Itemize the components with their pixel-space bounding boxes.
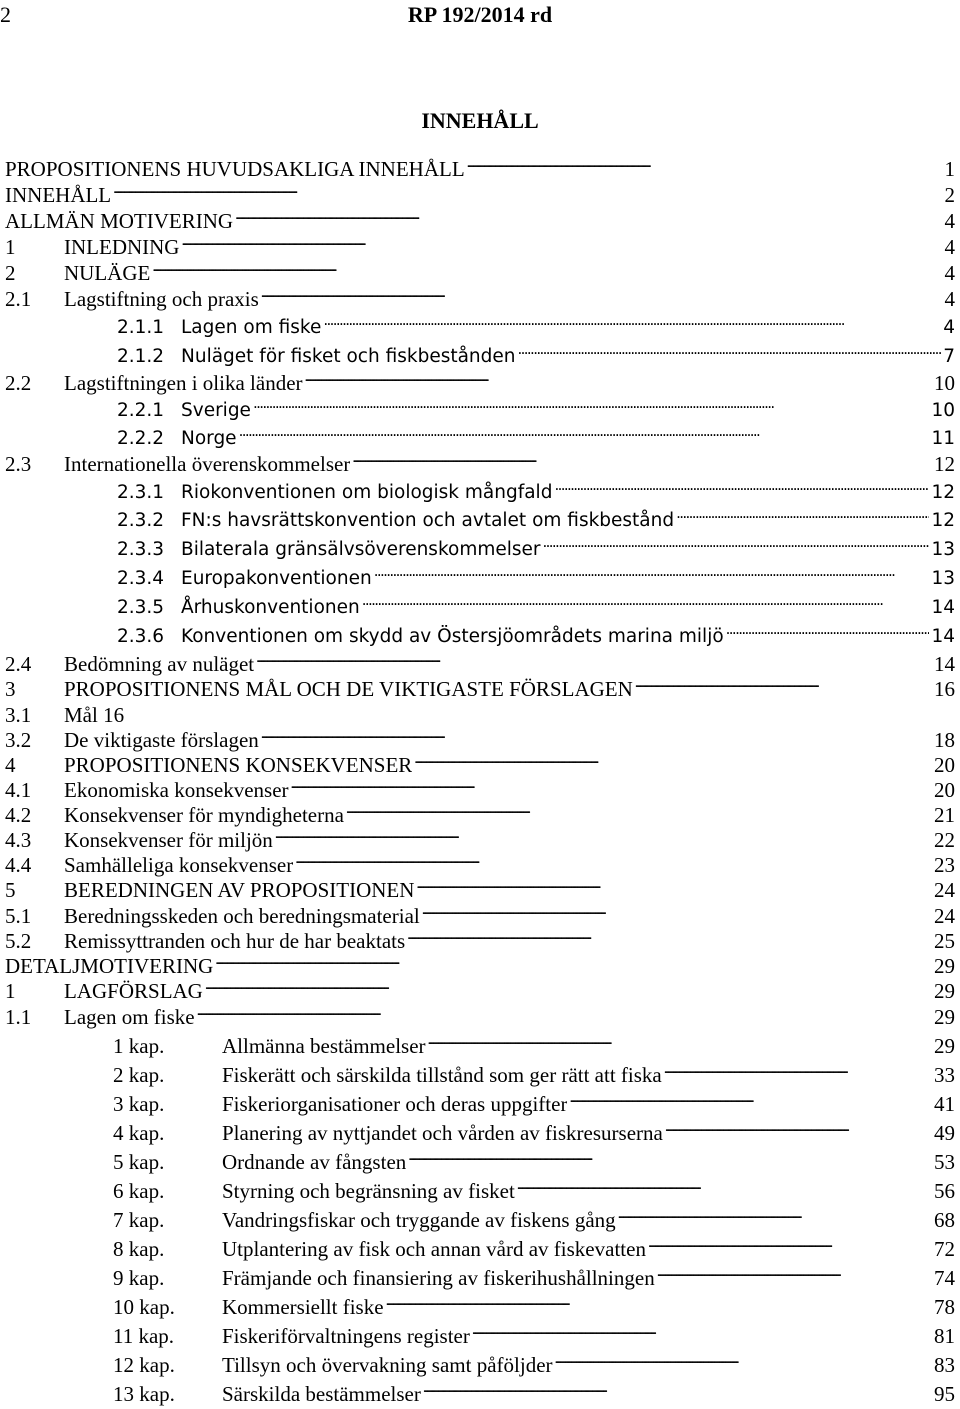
toc-entry[interactable] [5, 1004, 955, 1030]
toc-entry-page: 12 [931, 510, 955, 531]
toc-entry-page: 78 [934, 1295, 955, 1319]
toc-entry-number: 4.2 [5, 803, 32, 827]
toc-entry-title: Beredningsskeden och beredningsmaterial [64, 904, 420, 928]
toc-dot-leader [423, 1381, 932, 1401]
toc-entry-page: 14 [934, 652, 955, 676]
toc-dot-leader [635, 676, 932, 696]
toc-entry[interactable] [5, 1178, 955, 1204]
toc-entry[interactable] [5, 777, 955, 803]
toc-entry-number: 2.1.2 [117, 346, 165, 367]
toc-dot-leader [555, 1352, 932, 1372]
toc-entry-number: 4.1 [5, 778, 32, 802]
toc-dot-leader [648, 1236, 932, 1256]
toc-dot-leader [517, 1178, 932, 1198]
toc-dot-leader [554, 478, 929, 498]
toc-entry-number: 4 [5, 753, 16, 777]
toc-entry-title: Remissyttranden och hur de har beaktats [64, 929, 406, 953]
toc-entry-title: Internationella överenskommelser [64, 452, 351, 476]
toc-entry-title: INLEDNING [64, 235, 180, 259]
toc-entry[interactable] [5, 1033, 955, 1059]
toc-entry[interactable] [5, 451, 955, 477]
toc-entry[interactable] [5, 370, 955, 396]
toc-entry[interactable] [5, 953, 955, 979]
toc-entry-page: 11 [931, 428, 955, 449]
page-number: 2 [0, 2, 11, 27]
toc-entry-title: Konsekvenser för miljön [64, 828, 273, 852]
toc-entry-number: 6 kap. [113, 1179, 165, 1203]
toc-entry-page: 12 [934, 452, 955, 476]
toc-entry-page: 29 [934, 979, 955, 1003]
toc-entry[interactable] [5, 1062, 955, 1088]
toc-entry-page: 2 [944, 183, 955, 207]
toc-dot-leader [239, 424, 930, 444]
toc-entry[interactable] [5, 1149, 955, 1175]
toc-entry-number: 2 [5, 261, 16, 285]
toc-entry-page: 29 [934, 1034, 955, 1058]
toc-entry-number: 2 kap. [113, 1063, 165, 1087]
toc-entry-title: Fiskeriorganisationer och deras uppgifter [222, 1092, 568, 1116]
toc-entry-title: BEREDNINGEN AV PROPOSITIONEN [64, 878, 415, 902]
toc-entry[interactable] [5, 396, 955, 422]
toc-entry-title: De viktigaste förslagen [64, 728, 259, 752]
toc-dot-leader [414, 752, 932, 772]
toc-entry-page: 68 [934, 1208, 955, 1232]
toc-entry-title: Norge [181, 428, 237, 449]
toc-entry[interactable] [5, 702, 955, 728]
toc-dot-leader [428, 1033, 932, 1053]
toc-entry[interactable] [5, 852, 955, 878]
toc-entry-number: 3 [5, 677, 16, 701]
toc-dot-leader [726, 622, 930, 642]
toc-entry-number: 3.2 [5, 728, 32, 752]
toc-entry[interactable] [5, 1207, 955, 1233]
toc-dot-leader [113, 182, 942, 202]
toc-entry-title: Utplantering av fisk och annan vård av fiskevatten [222, 1237, 646, 1261]
toc-entry-number: 2.4 [5, 652, 32, 676]
toc-entry-page: 41 [934, 1092, 955, 1116]
toc-dot-leader [346, 802, 932, 822]
toc-entry-page: 12 [931, 482, 955, 503]
toc-entry[interactable] [5, 424, 955, 450]
toc-dot-leader [407, 928, 932, 948]
toc-entry-number: 5 [5, 878, 16, 902]
toc-entry-page: 24 [934, 904, 955, 928]
toc-entry-page: 14 [931, 597, 955, 618]
toc-entry-page: 24 [934, 878, 955, 902]
toc-entry-page: 56 [934, 1179, 955, 1203]
toc-entry-title: NULÄGE [64, 261, 151, 285]
toc-entry-title: Kommersiellt fiske [222, 1295, 384, 1319]
toc-entry[interactable] [5, 286, 955, 312]
toc-dot-leader [408, 1149, 932, 1169]
toc-dot-leader [386, 1294, 932, 1314]
toc-entry-page: 25 [934, 929, 955, 953]
toc-entry[interactable] [5, 593, 955, 619]
toc-entry[interactable] [5, 651, 955, 677]
toc-entry-page: 4 [944, 287, 955, 311]
toc-entry[interactable] [5, 156, 955, 182]
toc-dot-leader [362, 593, 930, 613]
toc-entry-page: 18 [934, 728, 955, 752]
toc-entry-title: DETALJMOTIVERING [5, 954, 214, 978]
toc-dot-leader [253, 396, 930, 416]
toc-entry-page: 95 [934, 1382, 955, 1406]
toc-dot-leader [256, 651, 932, 671]
toc-entry-title: Århuskonventionen [181, 597, 360, 618]
toc-entry-page: 20 [934, 753, 955, 777]
toc-entry-number: 10 kap. [113, 1295, 175, 1319]
toc-entry-title: Planering av nyttjandet och vården av fiskresurserna [222, 1121, 663, 1145]
toc-dot-leader [467, 156, 943, 176]
toc-entry-title: Ekonomiska konsekvenser [64, 778, 289, 802]
toc-entry[interactable] [5, 313, 955, 339]
toc-dot-leader [152, 260, 942, 280]
toc-entry[interactable] [5, 260, 955, 286]
toc-entry[interactable] [5, 676, 955, 702]
toc-entry-page: 16 [934, 677, 955, 701]
toc-entry[interactable] [5, 727, 955, 753]
toc-entry-page: 53 [934, 1150, 955, 1174]
toc-entry[interactable] [5, 1265, 955, 1291]
toc-entry[interactable] [5, 752, 955, 778]
toc-entry-page: 13 [931, 568, 955, 589]
toc-entry-page: 74 [934, 1266, 955, 1290]
toc-entry[interactable] [5, 1294, 955, 1320]
toc-entry-number: 1 kap. [113, 1034, 165, 1058]
toc-entry-page: 33 [934, 1063, 955, 1087]
toc-entry-number: 2.3.5 [117, 597, 165, 618]
toc-entry-title: Lagstiftning och praxis [64, 287, 259, 311]
toc-heading: INNEHÅLL [421, 108, 539, 133]
toc-dot-leader [422, 903, 932, 923]
toc-entry-title: PROPOSITIONENS HUVUDSAKLIGA INNEHÅLL [5, 157, 465, 181]
toc-entry-title: Ordnande av fångsten [222, 1150, 407, 1174]
toc-entry-title: Allmänna bestämmelser [222, 1034, 426, 1058]
toc-entry-title: Sverige [181, 400, 251, 421]
toc-entry-title: Lagstiftningen i olika länder [64, 371, 303, 395]
toc-entry-title: Bilaterala gränsälvsöverenskommelser [181, 539, 541, 560]
toc-entry-title: FN:s havsrättskonvention och avtalet om fiskbestånd [181, 510, 675, 531]
toc-dot-leader [205, 978, 932, 998]
toc-entry-page: 4 [944, 261, 955, 285]
toc-entry-number: 2.3.6 [117, 626, 165, 647]
toc-entry-page: 83 [934, 1353, 955, 1377]
toc-entry-title: INNEHÅLL [5, 183, 112, 207]
toc-dot-leader [275, 827, 932, 847]
toc-entry[interactable] [5, 208, 955, 234]
toc-entry-title: Lagen om fiske [64, 1005, 195, 1029]
toc-entry-page: 49 [934, 1121, 955, 1145]
toc-entry-number: 8 kap. [113, 1237, 165, 1261]
toc-entry-title: Fiskeriförvaltningens register [222, 1324, 470, 1348]
toc-entry-number: 2.3.3 [117, 539, 165, 560]
toc-entry-number: 5 kap. [113, 1150, 165, 1174]
toc-entry-number: 1.1 [5, 1005, 32, 1029]
toc-entry-page: 4 [944, 235, 955, 259]
toc-entry-title: Mål 16 [64, 703, 125, 727]
toc-dot-leader [664, 1062, 932, 1082]
toc-entry-title: Europakonventionen [181, 568, 372, 589]
toc-entry-page: 29 [934, 1005, 955, 1029]
toc-dot-leader [569, 1091, 932, 1111]
toc-entry-number: 5.1 [5, 904, 32, 928]
toc-entry-number: 4.3 [5, 828, 32, 852]
toc-entry-page: 4 [943, 317, 955, 338]
toc-dot-leader [181, 234, 942, 254]
toc-entry[interactable] [5, 978, 955, 1004]
toc-entry-page: 7 [943, 346, 955, 367]
toc-entry-number: 1 [5, 235, 16, 259]
toc-entry-number: 4.4 [5, 853, 32, 877]
toc-entry-page: 23 [934, 853, 955, 877]
toc-entry-title: Tillsyn och övervakning samt påföljder [222, 1353, 553, 1377]
toc-entry[interactable] [5, 903, 955, 929]
toc-entry-page: 14 [931, 626, 955, 647]
toc-entry-title: Konventionen om skydd av Östersjöområdets marina miljö [181, 626, 724, 647]
toc-entry-number: 2.3.2 [117, 510, 165, 531]
toc-entry-number: 3.1 [5, 703, 32, 727]
toc-entry-title: Nuläget för fisket och fiskbestånden [181, 346, 516, 367]
toc-entry-page: 10 [934, 371, 955, 395]
toc-dot-leader [235, 208, 942, 228]
toc-entry-number: 2.3 [5, 452, 32, 476]
toc-entry-title: Vandringsfiskar och tryggande av fiskens gång [222, 1208, 616, 1232]
toc-dot-leader [352, 451, 932, 471]
toc-dot-leader [215, 953, 932, 973]
toc-entry[interactable] [5, 342, 955, 368]
toc-entry[interactable] [5, 234, 955, 260]
toc-entry-page: 72 [934, 1237, 955, 1261]
toc-entry-title: Bedömning av nuläget [64, 652, 255, 676]
toc-entry-number: 1 [5, 979, 16, 1003]
toc-dot-leader [374, 564, 930, 584]
toc-entry-title: Främjande och finansiering av fiskerihushållningen [222, 1266, 655, 1290]
toc-entry[interactable] [5, 564, 955, 590]
toc-entry-number: 2.2.2 [117, 428, 165, 449]
toc-entry[interactable] [5, 827, 955, 853]
toc-dot-leader [197, 1004, 932, 1024]
toc-dot-leader [291, 777, 932, 797]
toc-dot-leader [261, 286, 943, 306]
toc-entry-title: PROPOSITIONENS MÅL OCH DE VIKTIGASTE FÖRSLAGEN [64, 677, 633, 701]
toc-entry-page: 4 [944, 209, 955, 233]
toc-entry-number: 2.1 [5, 287, 32, 311]
toc-entry-number: 12 kap. [113, 1353, 175, 1377]
toc-entry-number: 2.3.4 [117, 568, 165, 589]
toc-entry[interactable] [5, 877, 955, 903]
toc-entry[interactable] [5, 1352, 955, 1378]
toc-entry-page: 1 [944, 157, 955, 181]
toc-entry-title: Lagen om fiske [181, 317, 322, 338]
toc-entry[interactable] [5, 1091, 955, 1117]
toc-entry-title: ALLMÄN MOTIVERING [5, 209, 234, 233]
toc-dot-leader [618, 1207, 932, 1227]
toc-entry-page: 21 [934, 803, 955, 827]
toc-entry-page: 81 [934, 1324, 955, 1348]
toc-dot-leader [657, 1265, 932, 1285]
toc-dot-leader [543, 535, 930, 555]
toc-dot-leader [261, 727, 932, 747]
toc-entry-number: 2.2.1 [117, 400, 165, 421]
toc-entry-number: 2.3.1 [117, 482, 165, 503]
toc-entry-number: 2.2 [5, 371, 32, 395]
toc-dot-leader [665, 1120, 932, 1140]
toc-entry-title: Fiskerätt och särskilda tillstånd som ger rätt att fiska [222, 1063, 662, 1087]
toc-entry-title: PROPOSITIONENS KONSEKVENSER [64, 753, 413, 777]
toc-entry-number: 9 kap. [113, 1266, 165, 1290]
toc-dot-leader [518, 342, 942, 362]
toc-entry-page: 20 [934, 778, 955, 802]
toc-dot-leader [295, 852, 932, 872]
toc-dot-leader [305, 370, 932, 390]
toc-entry-page: 29 [934, 954, 955, 978]
toc-entry-number: 13 kap. [113, 1382, 175, 1406]
toc-entry[interactable] [5, 506, 955, 532]
toc-entry[interactable] [5, 182, 955, 208]
toc-entry[interactable] [5, 478, 955, 504]
toc-dot-leader [323, 313, 941, 333]
toc-dot-leader [676, 506, 929, 526]
toc-dot-leader [416, 877, 932, 897]
toc-dot-leader [472, 1323, 932, 1343]
document-id: RP 192/2014 rd [407, 2, 553, 27]
toc-entry-number: 2.1.1 [117, 317, 165, 338]
toc-entry-title: Styrning och begränsning av fisket [222, 1179, 515, 1203]
toc-entry-number: 4 kap. [113, 1121, 165, 1145]
toc-entry[interactable] [5, 1120, 955, 1146]
toc-entry[interactable] [5, 802, 955, 828]
toc-entry-page: 13 [931, 539, 955, 560]
toc-entry[interactable] [5, 1323, 955, 1349]
toc-entry-title: Konsekvenser för myndigheterna [64, 803, 344, 827]
toc-entry[interactable] [5, 622, 955, 648]
toc-entry-page: 10 [931, 400, 955, 421]
toc-entry-number: 7 kap. [113, 1208, 165, 1232]
toc-entry-number: 3 kap. [113, 1092, 165, 1116]
toc-entry-page: 22 [934, 828, 955, 852]
toc-entry-title: Riokonventionen om biologisk mångfald [181, 482, 553, 503]
toc-entry-number: 11 kap. [113, 1324, 175, 1348]
toc-entry[interactable] [5, 1236, 955, 1262]
toc-entry-title: Särskilda bestämmelser [222, 1382, 421, 1406]
toc-entry-number: 5.2 [5, 929, 32, 953]
toc-entry[interactable] [5, 928, 955, 954]
toc-entry[interactable] [5, 1381, 955, 1407]
toc-entry-title: Samhälleliga konsekvenser [64, 853, 294, 877]
toc-entry[interactable] [5, 535, 955, 561]
toc-entry-title: LAGFÖRSLAG [64, 979, 203, 1003]
